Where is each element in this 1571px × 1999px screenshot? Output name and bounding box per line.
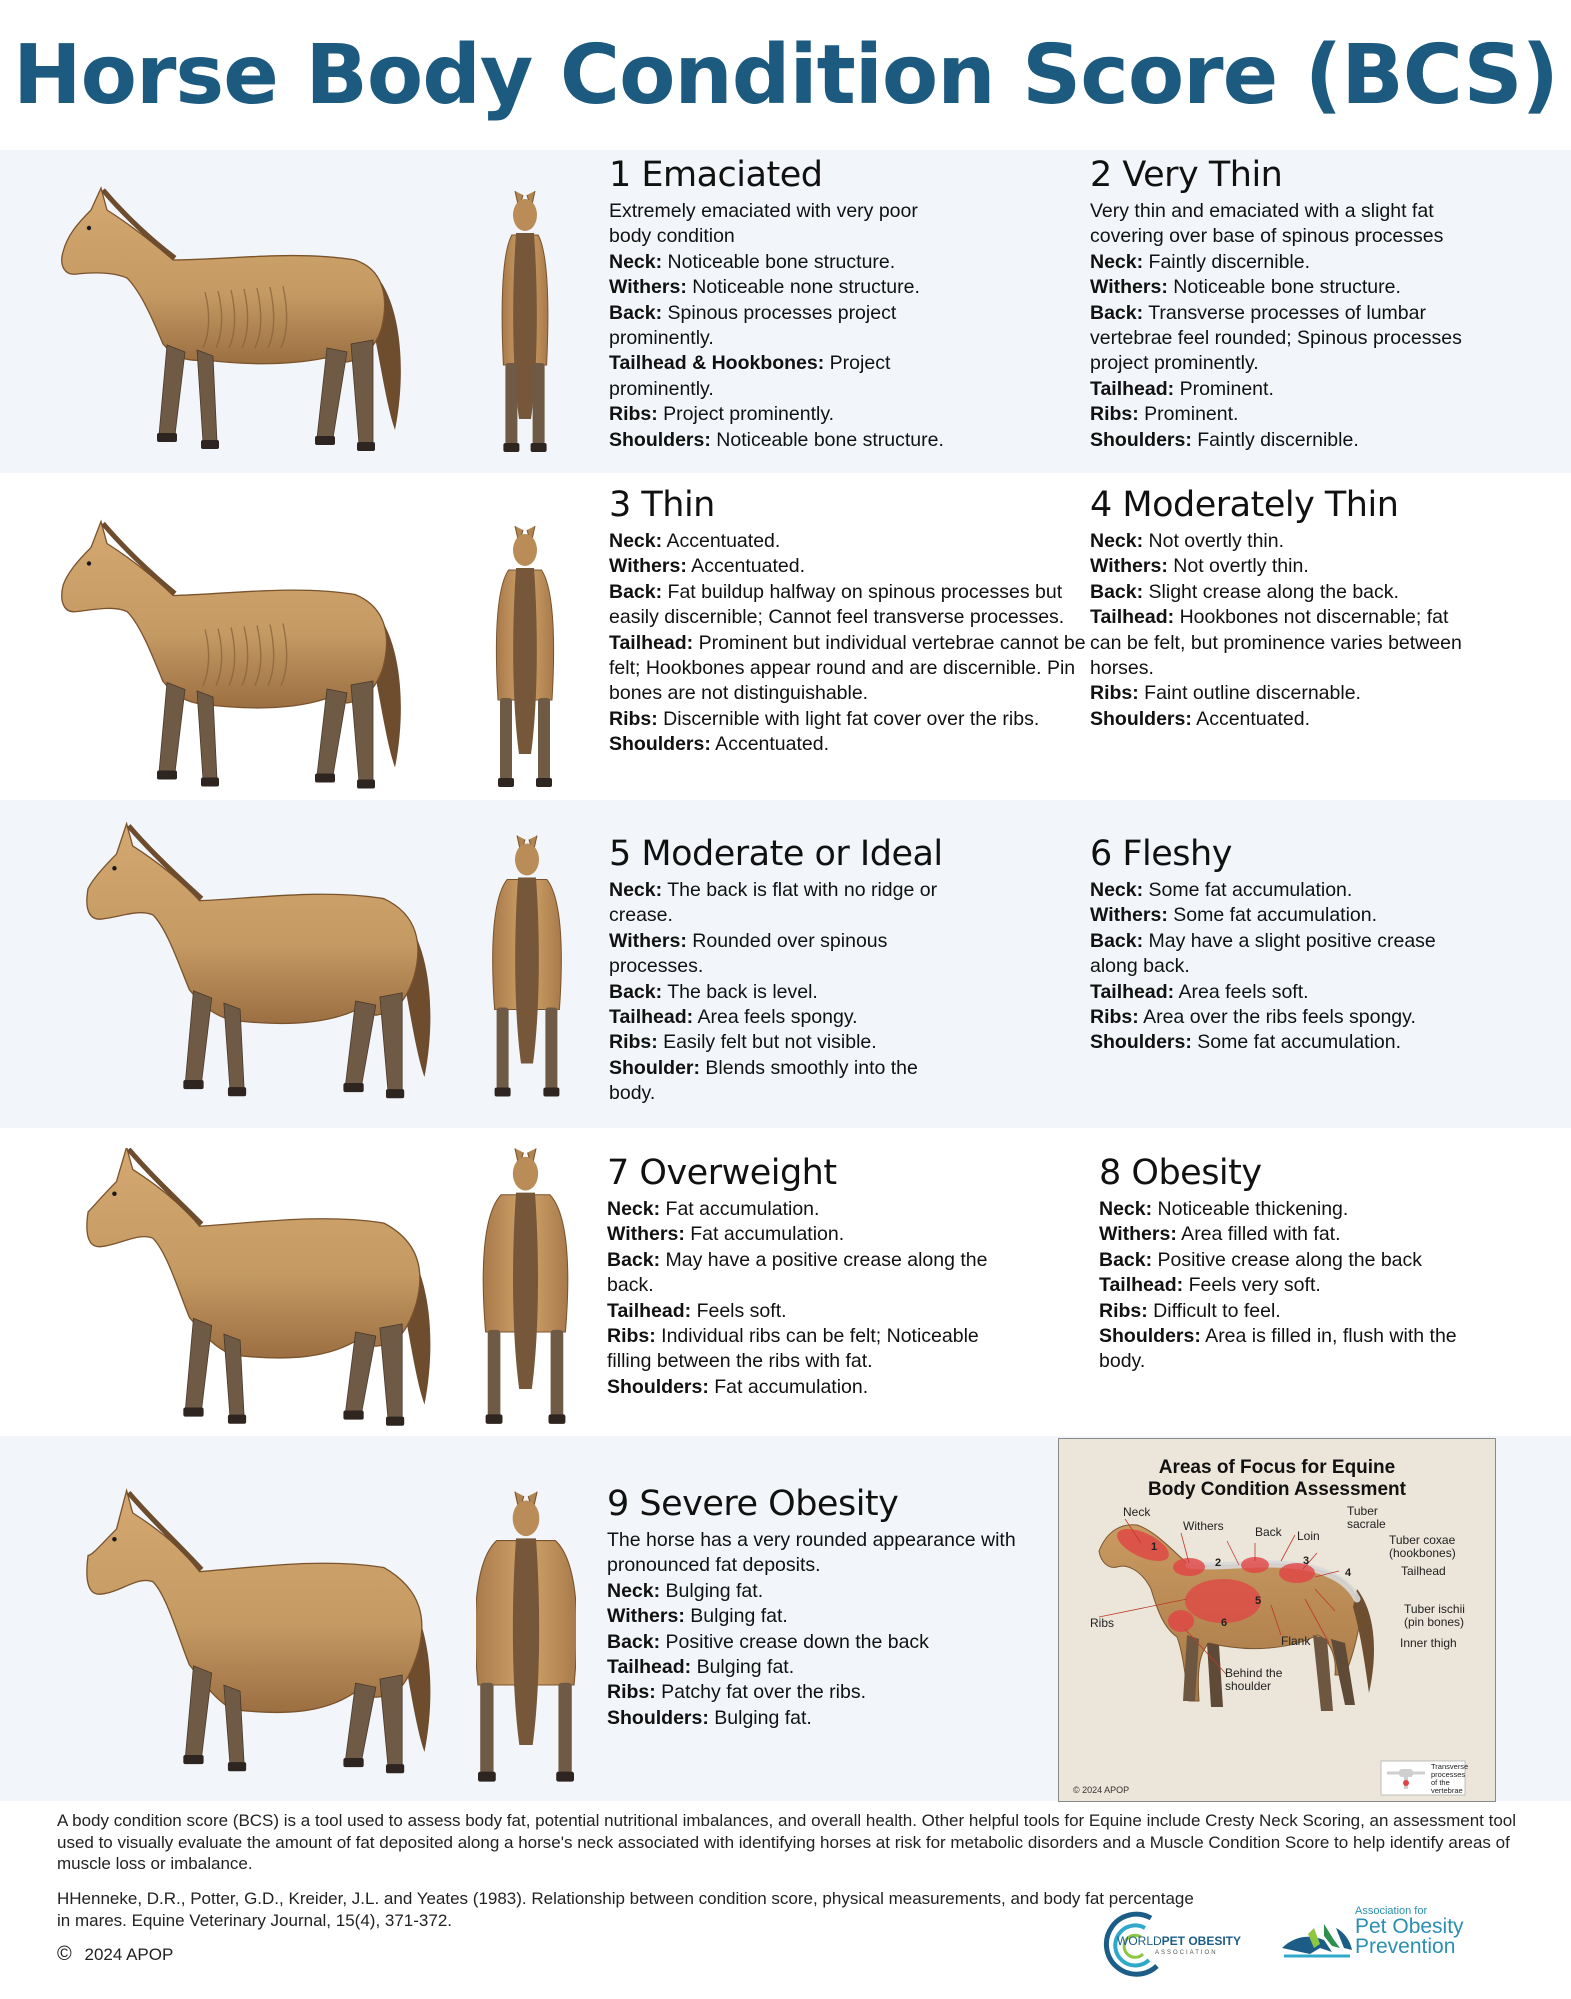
footer-description: A body condition score (BCS) is a tool used to assess body fat, potential nutritional imbalances, and overall health. Other helpful tools for Equine include Cresty Neck Scoring, an assessment tool used to visually evaluate the amount of fat deposited along a horse's neck associated with identifying horses at risk for metabolic disorders and a Muscle Condition Score to help identify areas of muscle loss or imbalance. bbox=[57, 1811, 1517, 1873]
criterion-label: Neck: bbox=[607, 1579, 661, 1602]
hoof bbox=[357, 780, 375, 789]
criterion-label: Back: bbox=[1090, 580, 1144, 603]
eye bbox=[112, 866, 116, 870]
label-neck: Neck bbox=[1123, 1505, 1151, 1519]
head bbox=[513, 1501, 540, 1537]
eye bbox=[112, 1537, 116, 1541]
diagram-copyright: © 2024 APOP bbox=[1073, 1785, 1130, 1795]
score-heading: 6 Fleshy bbox=[1090, 834, 1232, 874]
hoof bbox=[183, 1080, 203, 1089]
criterion-label: Withers: bbox=[1090, 555, 1168, 578]
label-tailhead: Tailhead bbox=[1401, 1564, 1446, 1578]
criterion-label: Back: bbox=[1090, 301, 1144, 324]
score-description: Neck: Accentuated. Withers: Accentuated. Back: Fat buildup halfway on spinous processes but easily discernible; Cannot feel transverse processes. Tailhead: Prominent but individual vertebrae cannot be felt; Hookbones appear round and are discernible. Pin bones are not distinguishable. Ribs: Discernible with light fat cover over the ribs. Shoulders: Accentuated. bbox=[609, 530, 1086, 756]
leg bbox=[197, 350, 217, 442]
hoof bbox=[556, 1772, 574, 1782]
score-9-severe-obesity bbox=[607, 1484, 1087, 1731]
label-flank: Flank bbox=[1281, 1634, 1311, 1648]
areas-of-focus-diagram bbox=[1058, 1438, 1496, 1802]
region-number-4: 4 bbox=[1345, 1567, 1352, 1579]
tail bbox=[513, 568, 537, 754]
criterion-label: Ribs: bbox=[1090, 682, 1139, 705]
criterion-label: Neck: bbox=[1099, 1198, 1153, 1220]
score-2-very-thin bbox=[1090, 155, 1570, 453]
hoof bbox=[478, 1772, 496, 1782]
world-pet-obesity-logo: WORLDPET OBESITY ASSOCIATION bbox=[1095, 1906, 1273, 1986]
leg bbox=[488, 1330, 501, 1417]
horse-rear-illustration-3 bbox=[480, 510, 570, 805]
body bbox=[87, 1491, 422, 1713]
horse-side-illustration-5 bbox=[80, 818, 465, 1113]
hoof bbox=[543, 1088, 559, 1097]
hoof bbox=[228, 1415, 246, 1424]
score-description: Neck: The back is flat with no ridge or crease. Withers: Rounded over spinous processes. Back: The back is level. Tailhead: Area feels spongy. Ribs: Easily felt but not visible. Shoulder: Blends smoothly into the body. bbox=[609, 879, 938, 1105]
hoof bbox=[228, 1762, 246, 1771]
hoof bbox=[183, 1408, 203, 1417]
criterion-label: Ribs: bbox=[1090, 403, 1139, 426]
copyright-symbol: © bbox=[57, 1943, 72, 1965]
score-heading: 9 Severe Obesity bbox=[607, 1484, 899, 1524]
label-tuber-sacrale: Tuber sacrale bbox=[1347, 1504, 1386, 1531]
leg bbox=[345, 1001, 375, 1085]
criterion-label: Ribs: bbox=[609, 1031, 658, 1054]
horse-side-illustration-1 bbox=[55, 180, 435, 460]
head bbox=[513, 199, 537, 231]
hoof bbox=[486, 1414, 503, 1424]
hoof bbox=[183, 1755, 203, 1764]
leg bbox=[159, 683, 185, 773]
pointer-line bbox=[1227, 1541, 1239, 1565]
region-number-6: 6 bbox=[1221, 1617, 1228, 1629]
eye bbox=[87, 226, 91, 230]
criterion-label: Tailhead & Hookbones: bbox=[609, 352, 825, 375]
criterion-label: Back: bbox=[607, 1630, 661, 1653]
tail bbox=[513, 1193, 538, 1389]
leg bbox=[351, 340, 373, 444]
criterion-label: Withers: bbox=[609, 276, 687, 299]
criterion-label: Ribs: bbox=[607, 1325, 656, 1348]
score-description: Neck: Some fat accumulation. Withers: Some fat accumulation. Back: May have a slight positive crease along back. Tailhead: Area feels soft. Ribs: Area over the ribs feels spongy. Shoulders: Some fat accumulation. bbox=[1090, 879, 1436, 1054]
label-tuber-ischii: Tuber ischii (pin bones) bbox=[1404, 1602, 1465, 1629]
leg bbox=[533, 363, 545, 445]
hoof bbox=[228, 1087, 246, 1096]
criterion-label: Shoulders: bbox=[1090, 1031, 1192, 1054]
head bbox=[513, 1157, 538, 1191]
leg bbox=[185, 991, 211, 1082]
horse-side-illustration-3 bbox=[55, 505, 435, 810]
criterion-label: Ribs: bbox=[609, 707, 658, 730]
leg bbox=[500, 698, 512, 780]
leg bbox=[380, 1675, 402, 1766]
score-1-emaciated bbox=[609, 155, 1089, 453]
score-heading: 4 Moderately Thin bbox=[1090, 485, 1399, 525]
hoof bbox=[201, 778, 219, 787]
criterion-label: Back: bbox=[607, 1248, 661, 1271]
criterion-label: Ribs: bbox=[607, 1681, 656, 1704]
hoof bbox=[503, 443, 519, 452]
hoof bbox=[315, 436, 335, 445]
criterion-label: Shoulder: bbox=[609, 1056, 700, 1079]
horse-rear-illustration-7 bbox=[478, 1136, 573, 1438]
eye bbox=[112, 1192, 116, 1196]
leg bbox=[159, 345, 185, 435]
criterion-label: Shoulders: bbox=[1090, 428, 1192, 451]
horse-side-illustration-9 bbox=[80, 1488, 465, 1793]
leg bbox=[317, 348, 347, 438]
leg bbox=[185, 1666, 211, 1757]
leg bbox=[185, 1318, 211, 1409]
score-heading: 1 Emaciated bbox=[609, 155, 823, 195]
region-number-5: 5 bbox=[1255, 1595, 1262, 1607]
head bbox=[515, 844, 539, 876]
head bbox=[513, 534, 537, 566]
criterion-label: Ribs: bbox=[609, 403, 658, 426]
hoof bbox=[357, 442, 375, 451]
criterion-label: Back: bbox=[609, 580, 663, 603]
score-8-obesity bbox=[1099, 1153, 1571, 1375]
label-back: Back bbox=[1255, 1525, 1282, 1539]
region-number-2: 2 bbox=[1215, 1557, 1222, 1569]
hoof bbox=[386, 1089, 404, 1098]
criterion-label: Shoulders: bbox=[607, 1706, 709, 1729]
score-description: Very thin and emaciated with a slight fat covering over base of spinous processes Neck: Faintly discernible. Withers: Noticeable bone structure. Back: Transverse processes of lumbar vertebrae feel rounded; Spinous processes project prominently. Tailhead: Prominent. Ribs: Prominent. Shoulders: Faintly discernible. bbox=[1090, 200, 1462, 451]
criterion-label: Neck: bbox=[1090, 879, 1144, 901]
criterion-label: Ribs: bbox=[1099, 1299, 1148, 1322]
criterion-label: Tailhead: bbox=[1090, 377, 1175, 400]
horse-rear-illustration-5 bbox=[482, 822, 572, 1112]
diagram-title: Areas of Focus for Equine Body Condition Assessment bbox=[1148, 1457, 1406, 1500]
criterion-label: Shoulders: bbox=[607, 1375, 709, 1398]
region-number-1: 1 bbox=[1151, 1541, 1158, 1553]
criterion-label: Neck: bbox=[609, 530, 663, 552]
criterion-label: Withers: bbox=[609, 929, 687, 952]
criterion-label: Neck: bbox=[607, 1198, 661, 1220]
hoof bbox=[157, 433, 177, 442]
hoof bbox=[157, 771, 177, 780]
criterion-label: Withers: bbox=[607, 1605, 685, 1628]
apop-logo: Association for Pet Obesity Prevention bbox=[1280, 1904, 1465, 1964]
label-behind-shoulder: Behind the shoulder bbox=[1225, 1666, 1283, 1693]
body bbox=[87, 824, 418, 1024]
criterion-label: Neck: bbox=[1090, 250, 1144, 273]
footer-copyright: © 2024 APOP bbox=[57, 1943, 174, 1965]
score-3-thin bbox=[609, 485, 1089, 758]
leg bbox=[317, 689, 347, 776]
score-heading: 8 Obesity bbox=[1099, 1153, 1262, 1193]
leg bbox=[480, 1683, 493, 1774]
hoof bbox=[343, 1083, 363, 1092]
criterion-label: Tailhead: bbox=[609, 1006, 694, 1029]
label-inner-thigh: Inner thigh bbox=[1400, 1636, 1457, 1650]
hoof bbox=[201, 440, 219, 449]
score-heading: 3 Thin bbox=[609, 485, 715, 525]
score-description: Neck: Fat accumulation. Withers: Fat accumulation. Back: May have a positive crease along the back. Tailhead: Feels soft. Ribs: Individual ribs can be felt; Noticeable filling between the ribs with fat. Shoulders: Fat accumulation. bbox=[607, 1198, 988, 1398]
score-heading: 7 Overweight bbox=[607, 1153, 837, 1193]
criterion-label: Shoulders: bbox=[609, 733, 711, 756]
criterion-label: Tailhead: bbox=[609, 631, 694, 654]
leg bbox=[497, 1008, 509, 1090]
eye bbox=[87, 561, 91, 565]
hoof bbox=[386, 1417, 404, 1426]
region-behind-shoulder bbox=[1168, 1610, 1194, 1632]
criterion-label: Neck: bbox=[609, 879, 663, 901]
hoof bbox=[498, 778, 514, 787]
score-6-fleshy bbox=[1090, 834, 1570, 1056]
footer-reference: HHenneke, D.R., Potter, G.D., Kreider, J.L. and Yeates (1983). Relationship between condition score, physical measurements, and body fat percentage in mares. Equine Veterinary Journal, 15(4), 371-372. bbox=[57, 1889, 1194, 1930]
criterion-label: Tailhead: bbox=[607, 1656, 692, 1679]
hoof bbox=[536, 778, 552, 787]
criterion-label: Withers: bbox=[607, 1223, 685, 1246]
pointer-line bbox=[1281, 1535, 1295, 1561]
criterion-label: Shoulders: bbox=[609, 428, 711, 451]
page-title: Horse Body Condition Score (BCS) bbox=[13, 28, 1558, 123]
horse-rear-illustration-9 bbox=[476, 1480, 576, 1795]
body bbox=[62, 188, 385, 364]
tail bbox=[513, 1538, 539, 1745]
region-withers bbox=[1173, 1558, 1205, 1576]
tail bbox=[515, 878, 539, 1064]
leg bbox=[380, 993, 402, 1091]
leg bbox=[545, 1008, 557, 1090]
score-description: Neck: Not overtly thin. Withers: Not overtly thin. Back: Slight crease along the back. Tailhead: Hookbones not discernable; fat can be felt, but prominence varies between horses. Ribs: Faint outline discernable. Shoulders: Accentuated. bbox=[1090, 530, 1462, 730]
diagram-leg bbox=[1207, 1643, 1223, 1707]
leg bbox=[558, 1683, 571, 1774]
leg bbox=[538, 698, 550, 780]
criterion-label: Withers: bbox=[1099, 1223, 1177, 1246]
criterion-label: Back: bbox=[1090, 929, 1144, 952]
criterion-label: Neck: bbox=[609, 250, 663, 273]
label-loin: Loin bbox=[1297, 1529, 1320, 1543]
horse-rear-illustration-1 bbox=[480, 185, 570, 460]
hoof bbox=[531, 443, 547, 452]
label-transverse-processes: Transverse processes of the vertebrae bbox=[1431, 1762, 1469, 1795]
score-description: Extremely emaciated with very poor body condition Neck: Noticeable bone structure. Withers: Noticeable none structure. Back: Spinous processes project prominently. Tailhead & Hookbones: Project prominently. Ribs: Project prominently. Shoulders: Noticeable bone structure. bbox=[609, 200, 944, 451]
hoof bbox=[386, 1764, 404, 1773]
body bbox=[87, 1148, 420, 1358]
criterion-label: Back: bbox=[609, 301, 663, 324]
score-5-moderate-or-ideal bbox=[609, 834, 1089, 1107]
score-heading: 5 Moderate or Ideal bbox=[609, 834, 943, 874]
criterion-label: Withers: bbox=[1090, 276, 1168, 299]
criterion-label: Shoulders: bbox=[1099, 1325, 1201, 1348]
criterion-label: Ribs: bbox=[1090, 1006, 1139, 1029]
score-description: The horse has a very rounded appearance with pronounced fat deposits. Neck: Bulging fat. Withers: Bulging fat. Back: Positive crease down the back Tailhead: Bulging fat. Ribs: Patchy fat over the ribs. Shoulders: Bulging fat. bbox=[607, 1529, 1016, 1729]
hoof bbox=[343, 1758, 363, 1767]
horse-side-illustration-7 bbox=[80, 1148, 465, 1438]
label-tuber-coxae: Tuber coxae (hookbones) bbox=[1389, 1533, 1456, 1560]
criterion-label: Back: bbox=[609, 980, 663, 1003]
criterion-label: Tailhead: bbox=[607, 1299, 692, 1322]
region-number-3: 3 bbox=[1303, 1555, 1310, 1567]
criterion-label: Back: bbox=[1099, 1248, 1153, 1271]
score-heading: 2 Very Thin bbox=[1090, 155, 1283, 195]
label-ribs: Ribs bbox=[1090, 1616, 1115, 1630]
criterion-label: Tailhead: bbox=[1090, 980, 1175, 1003]
hoof bbox=[343, 1411, 363, 1420]
body bbox=[62, 522, 387, 708]
criterion-label: Tailhead: bbox=[1099, 1274, 1184, 1297]
score-description: Neck: Noticeable thickening. Withers: Area filled with fat. Back: Positive crease along the back Tailhead: Feels very soft. Ribs: Difficult to feel. Shoulders: Area is filled in, flush with the body. bbox=[1099, 1198, 1457, 1373]
criterion-label: Neck: bbox=[1090, 530, 1144, 552]
leg bbox=[551, 1330, 564, 1417]
hoof bbox=[315, 774, 335, 783]
leg bbox=[351, 681, 373, 782]
criterion-label: Withers: bbox=[609, 555, 687, 578]
score-4-moderately-thin bbox=[1090, 485, 1570, 732]
leg bbox=[505, 363, 517, 445]
criterion-label: Tailhead: bbox=[1090, 606, 1175, 629]
criterion-label: Shoulders: bbox=[1090, 707, 1192, 730]
criterion-label: Withers: bbox=[1090, 904, 1168, 927]
label-withers: Withers bbox=[1183, 1519, 1224, 1533]
hoof bbox=[549, 1414, 566, 1424]
score-7-overweight bbox=[607, 1153, 1087, 1400]
region-tailhead bbox=[1279, 1563, 1315, 1583]
apop-pets-icon bbox=[1280, 1918, 1356, 1958]
hoof bbox=[495, 1088, 511, 1097]
leg bbox=[380, 1324, 402, 1419]
